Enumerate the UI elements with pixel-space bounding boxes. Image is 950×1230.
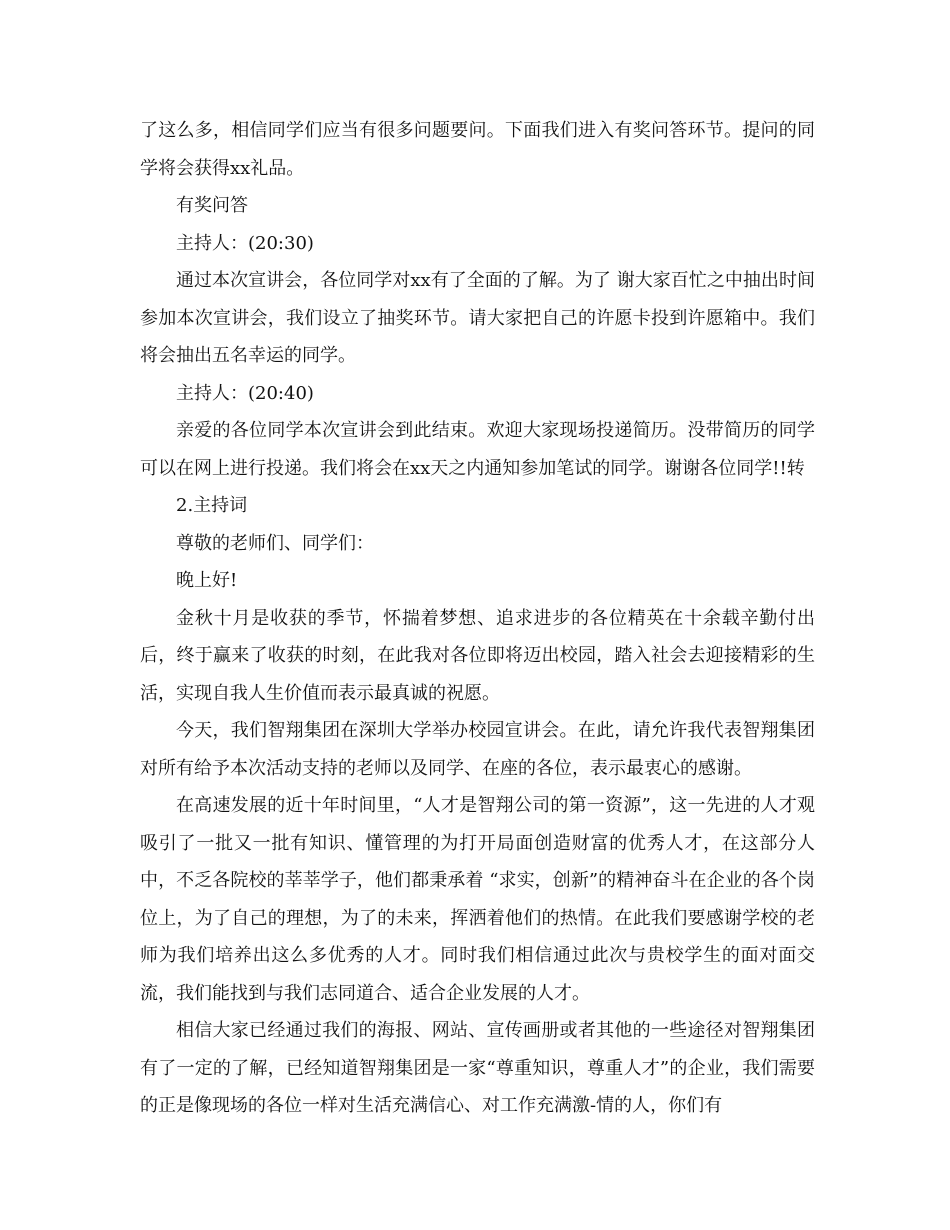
paragraph-7-section-title: 2.主持词 bbox=[176, 495, 248, 516]
paragraph-10: 金秋十月是收获的季节，怀揣着梦想、追求进步的各位精英在十余载辛勤付出后，终于赢来了收获的时刻，在此我对各位即将迈出校园，踏入社会去迎接精彩的生活，实现自我人生价值而表示最真诚的祝愿。 bbox=[140, 607, 815, 704]
paragraph-9-greeting: 晚上好! bbox=[176, 570, 238, 591]
paragraph-6: 亲爱的各位同学本次宣讲会到此结束。欢迎大家现场投递简历。没带简历的同学可以在网上进行投递。我们将会在xx天之内通知参加笔试的同学。谢谢各位同学!!转 bbox=[140, 420, 815, 479]
paragraph-1: 了这么多，相信同学们应当有很多问题要问。下面我们进入有奖问答环节。提问的同学将会获得xx礼品。 bbox=[140, 120, 815, 179]
paragraph-11: 今天，我们智翔集团在深圳大学举办校园宣讲会。在此，请允许我代表智翔集团对所有给予本次活动支持的老师以及同学、在座的各位，表示最衷心的感谢。 bbox=[140, 720, 815, 779]
paragraph-4: 通过本次宣讲会，各位同学对xx有了全面的了解。为了 谢大家百忙之中抽出时间参加本次宣讲会，我们设立了抽奖环节。请大家把自己的许愿卡投到许愿箱中。我们将会抽出五名幸运的同学。 bbox=[140, 270, 815, 366]
paragraph-2-heading: 有奖问答 bbox=[176, 195, 248, 216]
paragraph-12: 在高速发展的近十年时间里，“人才是智翔公司的第一资源”，这一先进的人才观吸引了一批又一批有知识、懂管理的为打开局面创造财富的优秀人才，在这部分人中，不乏各院校的莘莘学子，他们都秉承着 “求实，创新”的精神奋斗在企业的各个岗位上，为了自己的理想，为了的未来，挥洒着他们的热情。在此我们要感谢学校的老师为我们培养出这么多优秀的人才。同时我们相信通过此次与贵校学生的面对面交流，我们能找到与我们志同道合、适合企业发展的人才。 bbox=[140, 795, 815, 1004]
paragraph-3-host-time: 主持人：(20:30) bbox=[176, 232, 314, 254]
paragraph-5-host-time: 主持人：(20:40) bbox=[176, 382, 314, 404]
paragraph-13: 相信大家已经通过我们的海报、网站、宣传画册或者其他的一些途径对智翔集团有了一定的了解，已经知道智翔集团是一家“尊重知识，尊重人才”的企业，我们需要的正是像现场的各位一样对生活充满信心、对工作充满激-情的人，你们有 bbox=[140, 1020, 815, 1116]
paragraph-8-greeting: 尊敬的老师们、同学们： bbox=[176, 532, 374, 554]
document-body bbox=[140, 112, 815, 1125]
